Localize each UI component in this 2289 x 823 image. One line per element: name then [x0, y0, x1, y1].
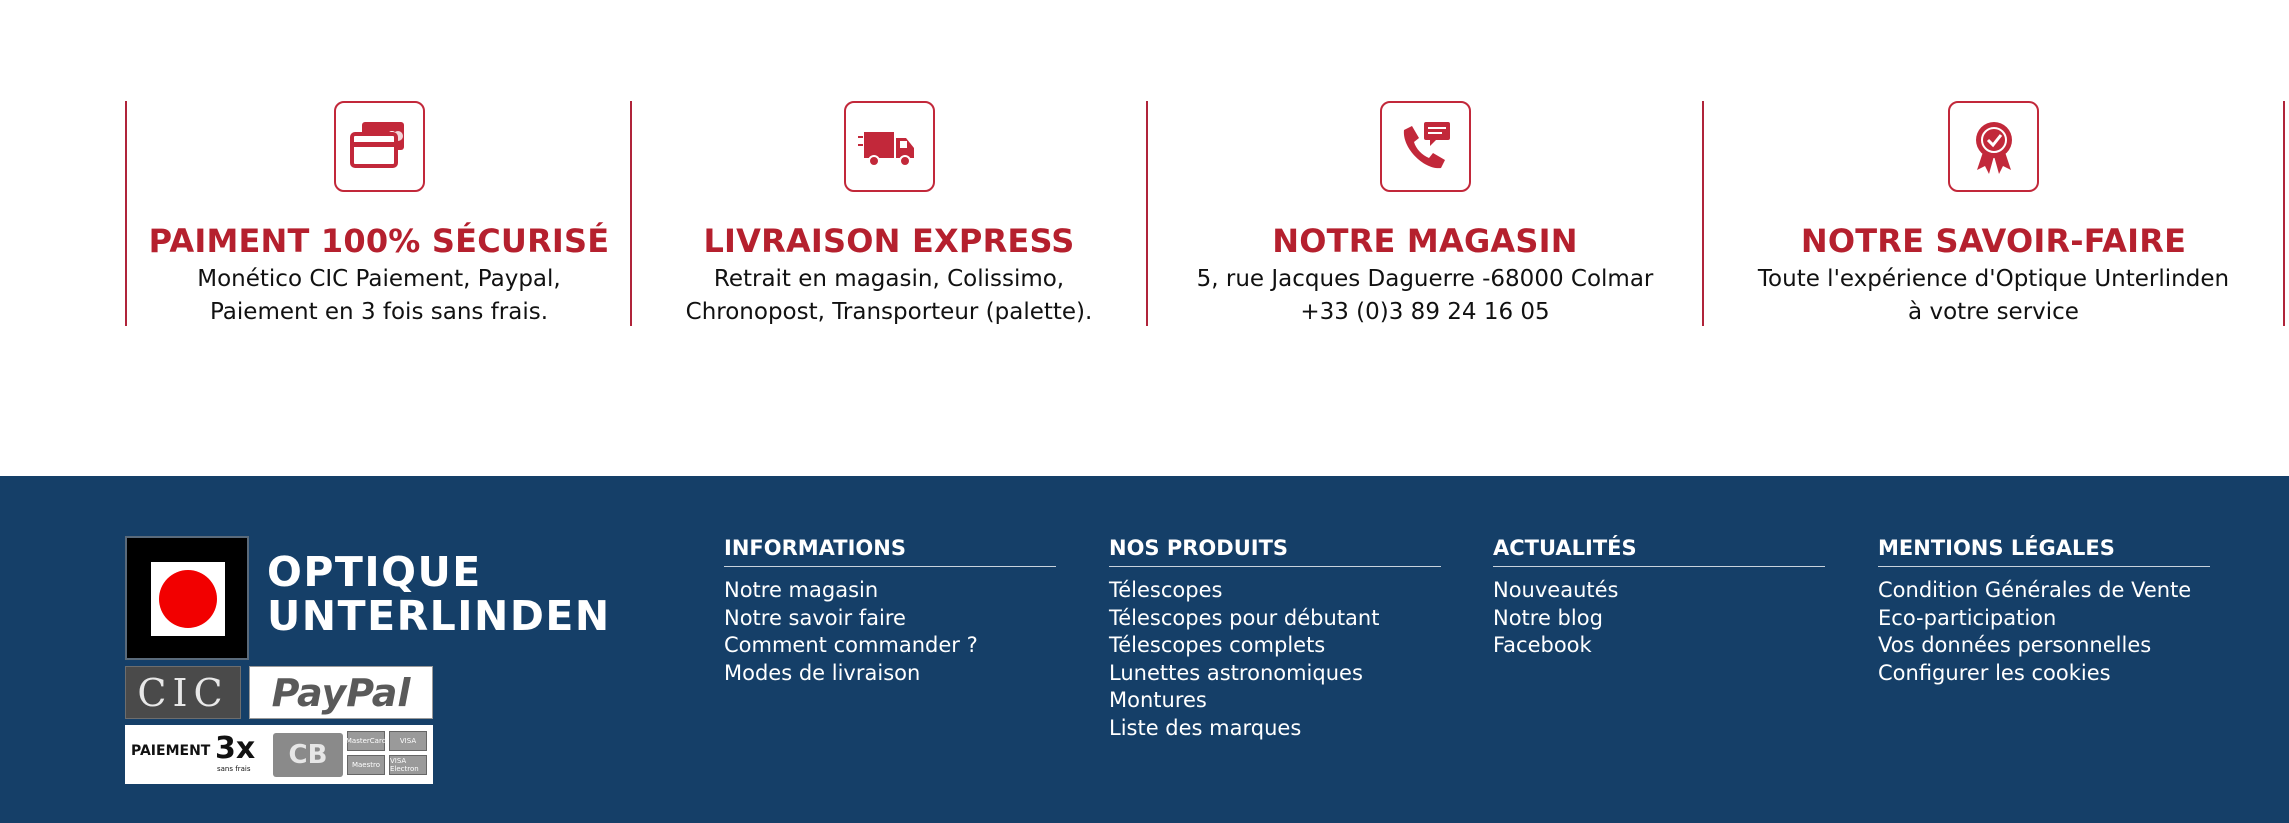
footer-link[interactable]: Condition Générales de Vente: [1878, 578, 2192, 602]
site-footer: [0, 476, 2289, 823]
footer-link[interactable]: Notre savoir faire: [724, 605, 906, 630]
feature-title: PAIMENT 100% SÉCURISÉ: [148, 222, 610, 260]
feature-text-line: Paiement en 3 fois sans frais.: [209, 299, 549, 325]
feature-express-delivery: [632, 101, 1146, 326]
feature-separator: [125, 101, 127, 326]
card-logo: MasterCard: [347, 731, 385, 751]
footer-link[interactable]: Lunettes astronomiques: [1109, 660, 1363, 685]
feature-know-how: [1704, 101, 2283, 326]
cic-logo: CIC: [125, 666, 241, 719]
feature-text-line: Monético CIC Paiement, Paypal,: [197, 266, 561, 292]
footer-link[interactable]: Notre blog: [1493, 605, 1603, 630]
brand-name: OPTIQUE UNTERLINDEN: [267, 548, 611, 640]
footer-link[interactable]: Nouveautés: [1493, 578, 1619, 602]
footer-link[interactable]: Comment commander ?: [724, 633, 978, 657]
phone-chat-icon: [1380, 101, 1471, 192]
feature-title: NOTRE SAVOIR-FAIRE: [1800, 222, 2187, 260]
feature-text-line: 5, rue Jacques Daguerre -68000 Colmar: [1196, 266, 1654, 292]
feature-secure-payment: [128, 101, 630, 326]
feature-text-line: +33 (0)3 89 24 16 05: [1300, 299, 1550, 325]
footer-col-title: ACTUALITÉS: [1493, 536, 1825, 567]
footer-link[interactable]: Montures: [1109, 688, 1207, 712]
footer-link[interactable]: Liste des marques: [1109, 715, 1302, 740]
footer-link[interactable]: Modes de livraison: [724, 660, 921, 685]
footer-link[interactable]: Télescopes: [1109, 578, 1223, 602]
footer-col-title: MENTIONS LÉGALES: [1878, 536, 2210, 567]
footer-col-title: NOS PRODUITS: [1109, 536, 1441, 567]
feature-title: LIVRAISON EXPRESS: [703, 222, 1075, 260]
footer-link[interactable]: Notre magasin: [724, 578, 879, 602]
credit-card-icon: [334, 101, 425, 192]
footer-link[interactable]: Télescopes complets: [1109, 633, 1326, 657]
footer-col-legal: [1878, 536, 2210, 687]
footer-link[interactable]: Vos données personnelles: [1878, 633, 2152, 657]
payment-3x-cards-logo: PAIEMENT 3x sans frais CB MasterCard VISA Maestro VISA Electron: [125, 725, 433, 784]
card-logo: Maestro: [347, 755, 385, 775]
logo-mark: [125, 536, 249, 660]
card-logo: VISA: [389, 731, 427, 751]
delivery-truck-icon: [844, 101, 935, 192]
footer-link[interactable]: Configurer les cookies: [1878, 660, 2111, 685]
feature-text-line: Retrait en magasin, Colissimo,: [713, 266, 1065, 292]
footer-col-products: [1109, 536, 1441, 742]
paypal-logo: PayPal: [249, 666, 433, 719]
card-logo: VISA Electron: [389, 755, 427, 775]
footer-col-informations: [724, 536, 1056, 687]
footer-link[interactable]: Télescopes pour débutant: [1109, 605, 1380, 630]
feature-text-line: Chronopost, Transporteur (palette).: [685, 299, 1093, 325]
feature-our-store: [1148, 101, 1702, 326]
feature-separator: [2283, 101, 2285, 326]
footer-col-news: [1493, 536, 1825, 660]
footer-link[interactable]: Eco-participation: [1878, 605, 2057, 630]
cb-card-logo: CB: [273, 733, 343, 777]
footer-col-title: INFORMATIONS: [724, 536, 1056, 567]
footer-link[interactable]: Facebook: [1493, 633, 1592, 657]
feature-text-line: Toute l'expérience d'Optique Unterlinden: [1757, 266, 2230, 292]
award-badge-icon: [1948, 101, 2039, 192]
feature-title: NOTRE MAGASIN: [1272, 222, 1578, 260]
feature-text-line: à votre service: [1908, 299, 2079, 325]
